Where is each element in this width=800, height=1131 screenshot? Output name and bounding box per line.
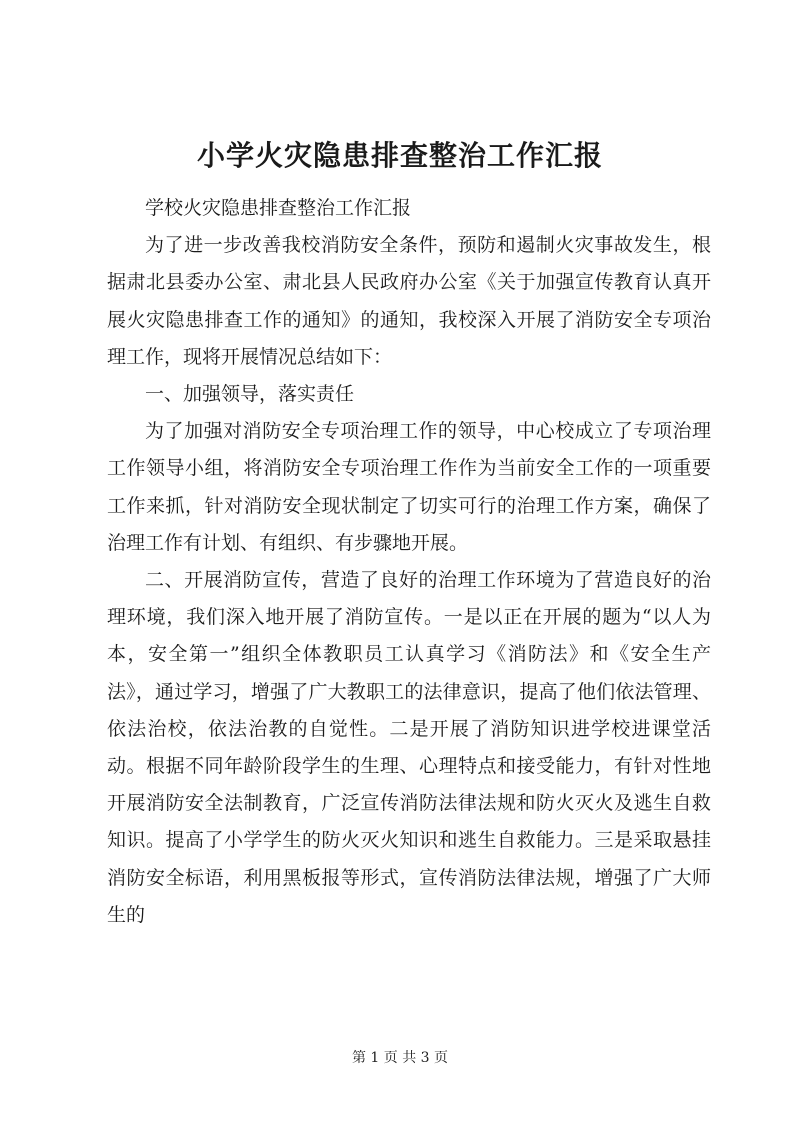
paragraph-subtitle: 学校火灾隐患排查整治工作汇报 — [145, 197, 412, 219]
paragraph-intro: 为了进一步改善我校消防安全条件，预防和遏制火灾事故发生，根据肃北县委办公室、肃北县人民政府办公室《关于加强宣传教育认真开展火灾隐患排查工作的通知》的通知，我校深入开展了消防安全专项治理工作，现将开展情况总结如下： — [107, 234, 711, 368]
page-footer: 第 1 页 共 3 页 — [351, 1050, 449, 1066]
document-body — [107, 190, 711, 934]
paragraph-section-1: 为了加强对消防安全专项治理工作的领导，中心校成立了专项治理工作领导小组，将消防安全专项治理工作作为当前安全工作的一项重要工作来抓，针对消防安全现状制定了切实可行的治理工作方案，确保了治理工作有计划、有组织、有步骤地开展。 — [107, 420, 711, 554]
document-title: 小学火灾隐患排查整治工作汇报 — [196, 139, 603, 172]
section-heading-1: 一、加强领导，落实责任 — [145, 383, 355, 406]
paragraph-section-2: 二、开展消防宣传，营造了良好的治理工作环境为了营造良好的治理环境，我们深入地开展了消防宣传。一是以正在开展的题为“以人为本，安全第一”组织全体教职员工认真学习《消防法》和《安全生产法》，通过学习，增强了广大教职工的法律意识，提高了他们依法管理、依法治校，依法治教的自觉性。二是开展了消防知识进学校进课堂活动。根据不同年龄阶段学生的生理、心理特点和接受能力，有针对性地开展消防安全法制教育，广泛宣传消防法律法规和防火灭火及逃生自救知识。提高了小学学生的防火灭火知识和逃生自救能力。三是采取悬挂消防安全标语，利用黑板报等形式，宣传消防法律法规，增强了广大师生的 — [107, 569, 711, 926]
